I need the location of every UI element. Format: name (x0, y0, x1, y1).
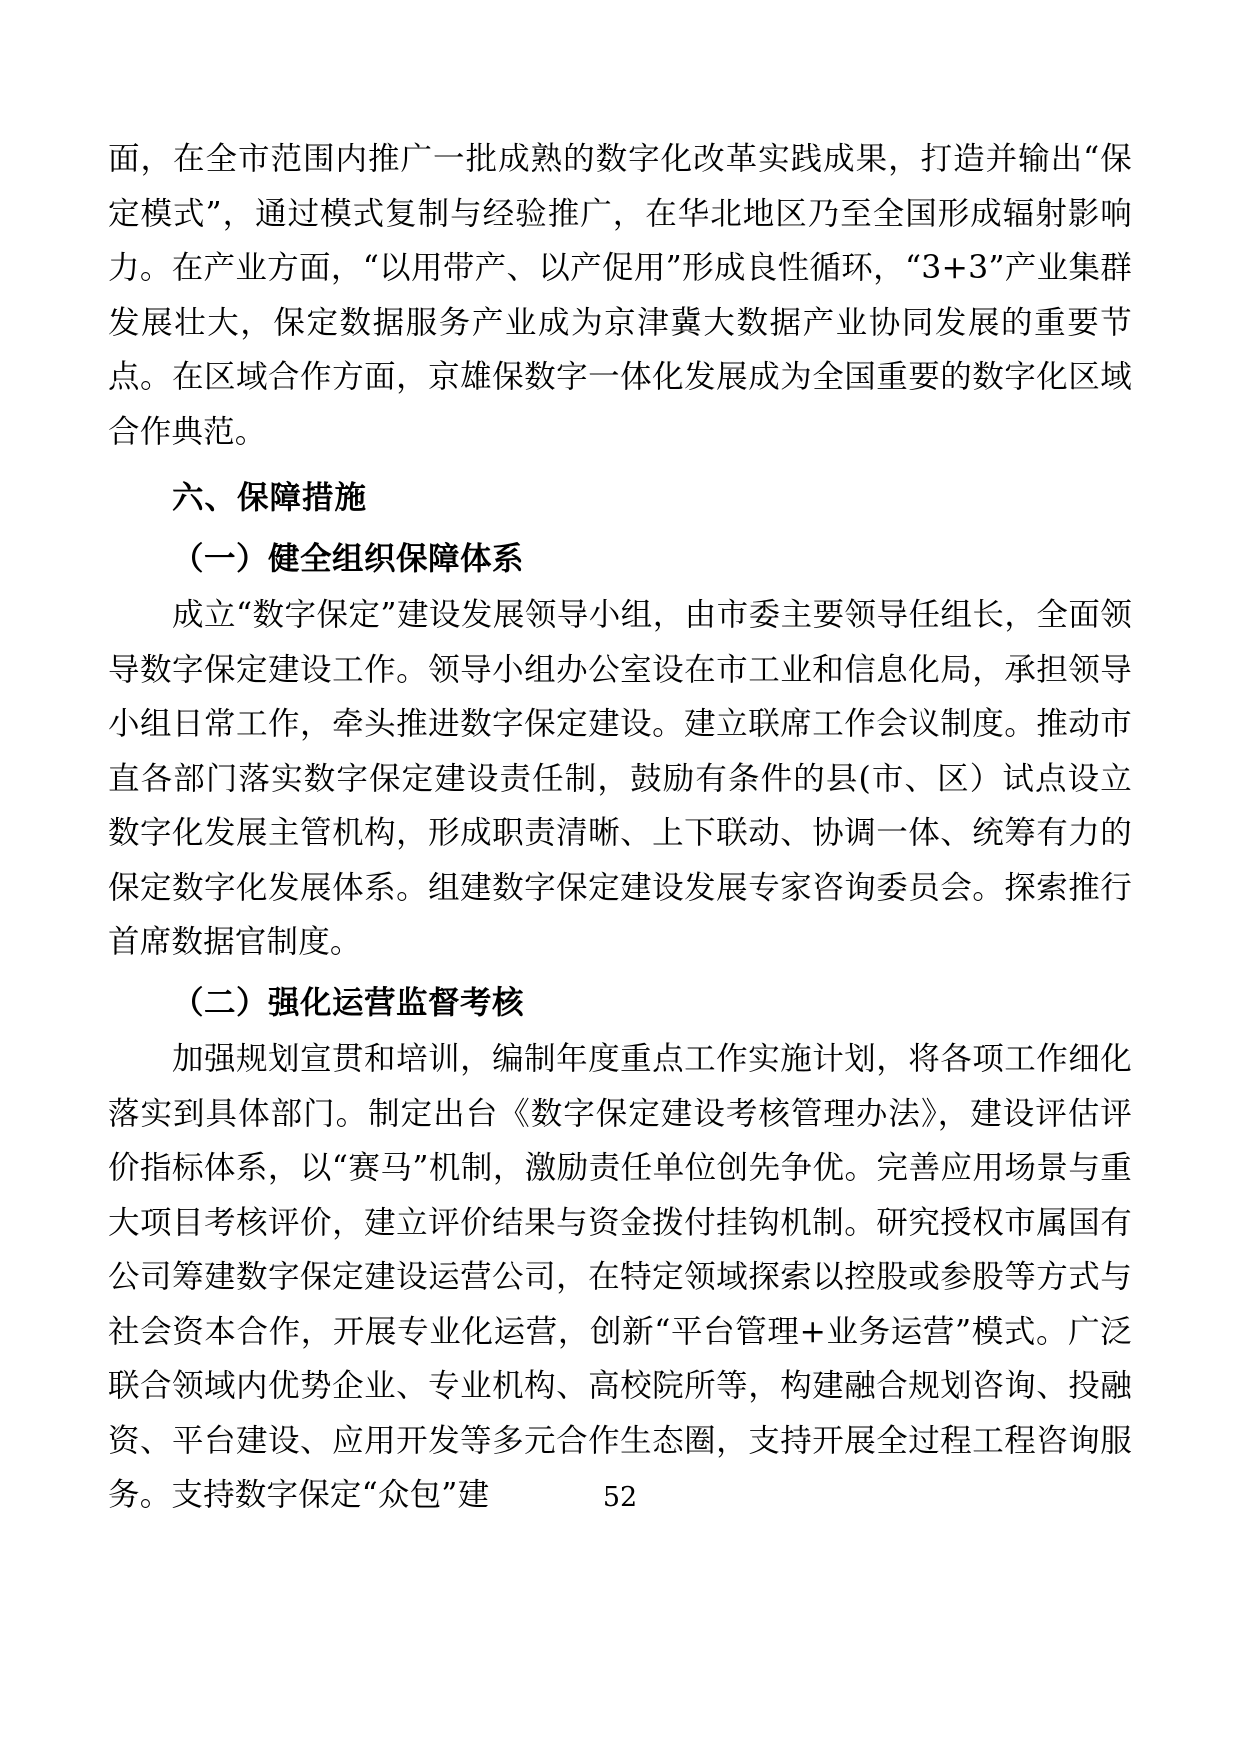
heading-sub-one: （一）健全组织保障体系 (172, 540, 525, 577)
page-content (108, 132, 1132, 1523)
paragraph-operations: 加强规划宣贯和培训，编制年度重点工作实施计划，将各项工作细化落实到具体部门。制定出台《数字保定建设考核管理办法》，建设评估评价指标体系，以“赛马”机制，激励责任单位创先争优。完善应用场景与重大项目考核评价，建立评价结果与资金拨付挂钩机制。研究授权市属国有公司筹建数字保定建设运营公司，在特定领域探索以控股或参股等方式与社会资本合作，开展专业化运营，创新“平台管理+业务运营”模式。广泛联合领域内优势企业、专业机构、高校院所等，构建融合规划咨询、投融资、平台建设、应用开发等多元合作生态圈，支持开展全过程工程咨询服务。支持数字保定“众包”建 (108, 1041, 1132, 1513)
heading-sub-two: （二）强化运营监督考核 (172, 984, 525, 1021)
page-number: 52 (602, 1482, 638, 1513)
paragraph-vision-continued: 面，在全市范围内推广一批成熟的数字化改革实践成果，打造并输出“保定模式”，通过模式复制与经验推广，在华北地区乃至全国形成辐射影响力。在产业方面，“以用带产、以产促用”形成良性循环，“3+3”产业集群发展壮大，保定数据服务产业成为京津冀大数据产业协同发展的重要节点。在区域合作方面，京雄保数字一体化发展成为全国重要的数字化区域合作典范。 (108, 141, 1132, 450)
heading-section-six: 六、保障措施 (172, 480, 368, 516)
paragraph-organization: 成立“数字保定”建设发展领导小组，由市委主要领导任组长，全面领导数字保定建设工作。领导小组办公室设在市工业和信息化局，承担领导小组日常工作，牵头推进数字保定建设。建立联席工作会议制度。推动市直各部门落实数字保定建设责任制，鼓励有条件的县(市、区）试点设立数字化发展主管机构，形成职责清晰、上下联动、协调一体、统筹有力的保定数字化发展体系。组建数字保定建设发展专家咨询委员会。探索推行首席数据官制度。 (108, 597, 1132, 960)
